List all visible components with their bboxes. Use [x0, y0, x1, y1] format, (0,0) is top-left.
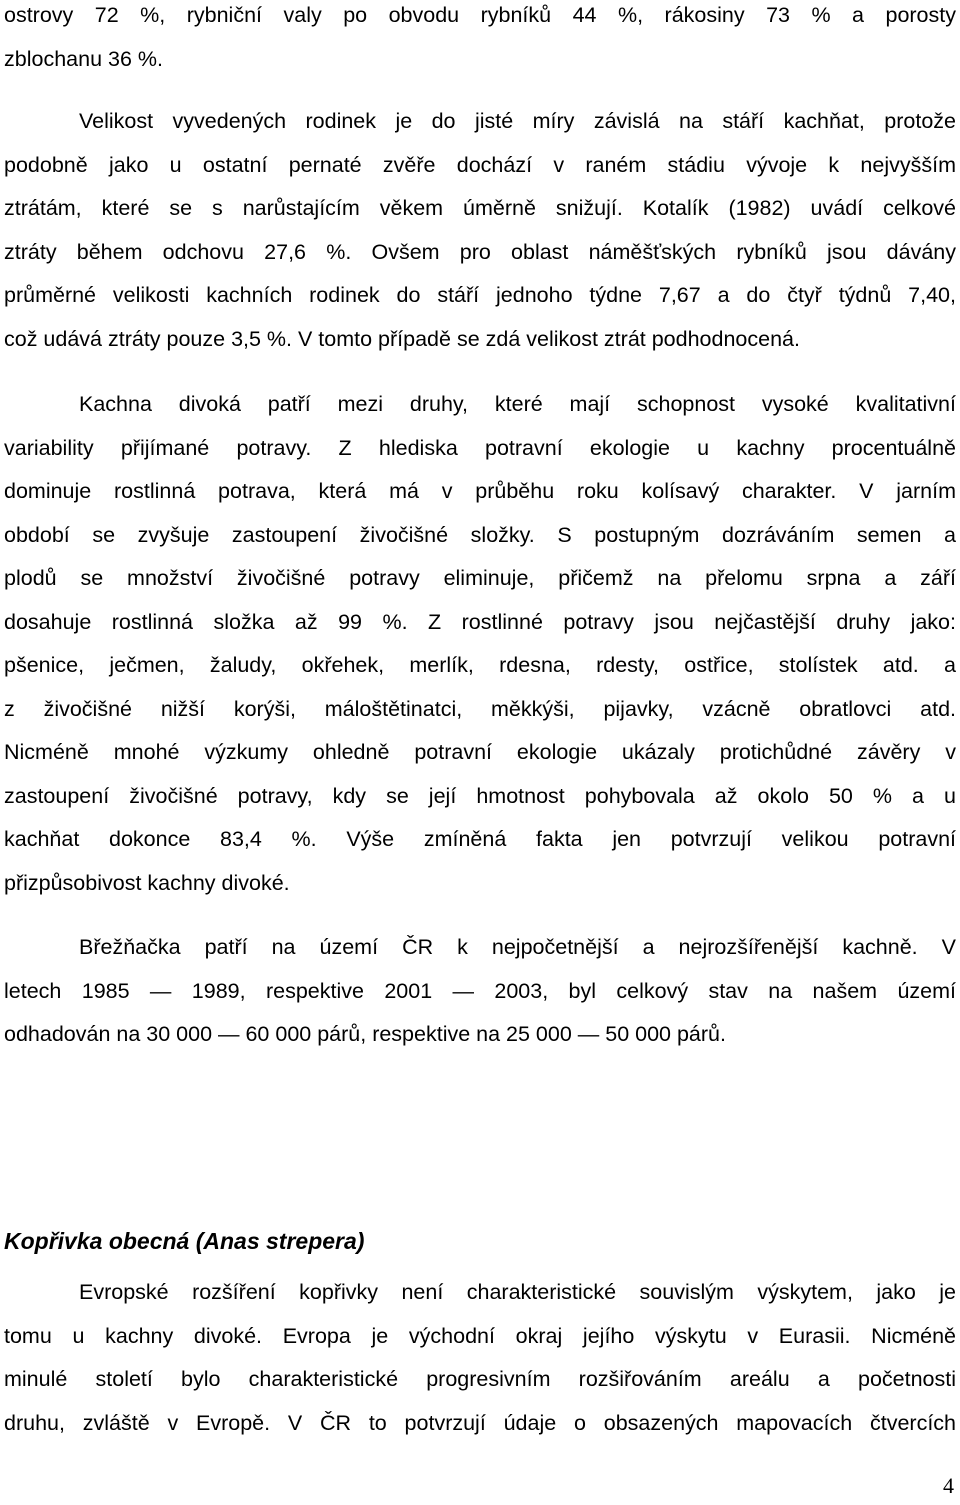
paragraph-2: [4, 100, 956, 361]
text-line: zastoupení živočišné potravy, kdy se její hmotnost pohybovala až okolo 50 % a u: [4, 783, 956, 808]
text-line: průměrné velikosti kachních rodinek do stáří jednoho týdne 7,67 a do čtyř týdnů 7,40,: [4, 283, 956, 307]
paragraph-3: [4, 383, 956, 905]
paragraph-1: [4, 0, 956, 81]
paragraph-5: [4, 1271, 956, 1445]
text-line: pšenice, ječmen, žaludy, okřehek, merlík, rdesna, rdesty, ostřice, stolístek atd. a: [4, 653, 956, 677]
text-line: odhadován na 30 000 — 60 000 párů, respektive na 25 000 — 50 000 párů.: [4, 1022, 726, 1046]
text-line: ostrovy 72 %, rybniční valy po obvodu rybníků 44 %, rákosiny 73 % a porosty: [4, 3, 956, 27]
page-number: 4: [943, 1473, 954, 1498]
text-line: dosahuje rostlinná složka až 99 %. Z rostlinné potravy jsou nejčastější druhy jako:: [4, 609, 956, 634]
text-line: ztráty během odchovu 27,6 %. Ovšem pro oblast náměšťských rybníků jsou dávány: [4, 239, 956, 264]
text-line: kachňat dokonce 83,4 %. Výše zmíněná fakta jen potvrzují velikou potravní: [4, 827, 956, 851]
text-line: období se zvyšuje zastoupení živočišné složky. S postupným dozráváním semen a: [4, 522, 956, 547]
text-line: Evropské rozšíření kopřivky není charakteristické souvislým výskytem, jako je: [79, 1280, 956, 1304]
text-line: dominuje rostlinná potrava, která má v průběhu roku kolísavý charakter. V jarním: [4, 479, 956, 503]
text-line: podobně jako u ostatní pernaté zvěře dochází v raném stádiu vývoje k nejvyšším: [4, 152, 956, 177]
text-line: letech 1985 — 1989, respektive 2001 — 2003, byl celkový stav na našem území: [4, 978, 956, 1003]
text-line: z živočišné nižší korýši, máloštětinatci, měkkýši, pijavky, vzácně obratlovci atd.: [4, 696, 956, 721]
text-line: minulé století bylo charakteristické progresivním rozšiřováním areálu a početnosti: [4, 1367, 956, 1391]
text-line: zblochanu 36 %.: [4, 46, 163, 71]
text-line: ztrátám, které se s narůstajícím věkem úměrně snižují. Kotalík (1982) uvádí celkové: [4, 196, 956, 220]
text-line: tomu u kachny divoké. Evropa je východní okraj jejího výskytu v Eurasii. Nicméně: [4, 1323, 956, 1348]
paragraph-4: [4, 926, 956, 1057]
text-line: přizpůsobivost kachny divoké.: [4, 870, 290, 895]
text-line: Nicméně mnohé výzkumy ohledně potravní ekologie ukázaly protichůdné závěry v: [4, 740, 956, 764]
text-line: plodů se množství živočišné potravy eliminuje, přičemž na přelomu srpna a září: [4, 566, 956, 590]
text-line: což udává ztráty pouze 3,5 %. V tomto případě se zdá velikost ztrát podhodnocená.: [4, 326, 800, 351]
text-line: Kachna divoká patří mezi druhy, které mají schopnost vysoké kvalitativní: [79, 392, 956, 416]
text-line: Břežňačka patří na území ČR k nejpočetnější a nejrozšířenější kachně. V: [79, 935, 956, 959]
text-line: Velikost vyvedených rodinek je do jisté míry závislá na stáří kachňat, protože: [79, 109, 956, 133]
document-page: [4, 0, 956, 1505]
text-line: variability přijímané potravy. Z hlediska potravní ekologie u kachny procentuálně: [4, 435, 956, 460]
text-line: druhu, zvláště v Evropě. V ČR to potvrzují údaje o obsazených mapovacích čtvercích: [4, 1410, 956, 1435]
section-heading: Kopřivka obecná (Anas strepera): [4, 1228, 365, 1254]
